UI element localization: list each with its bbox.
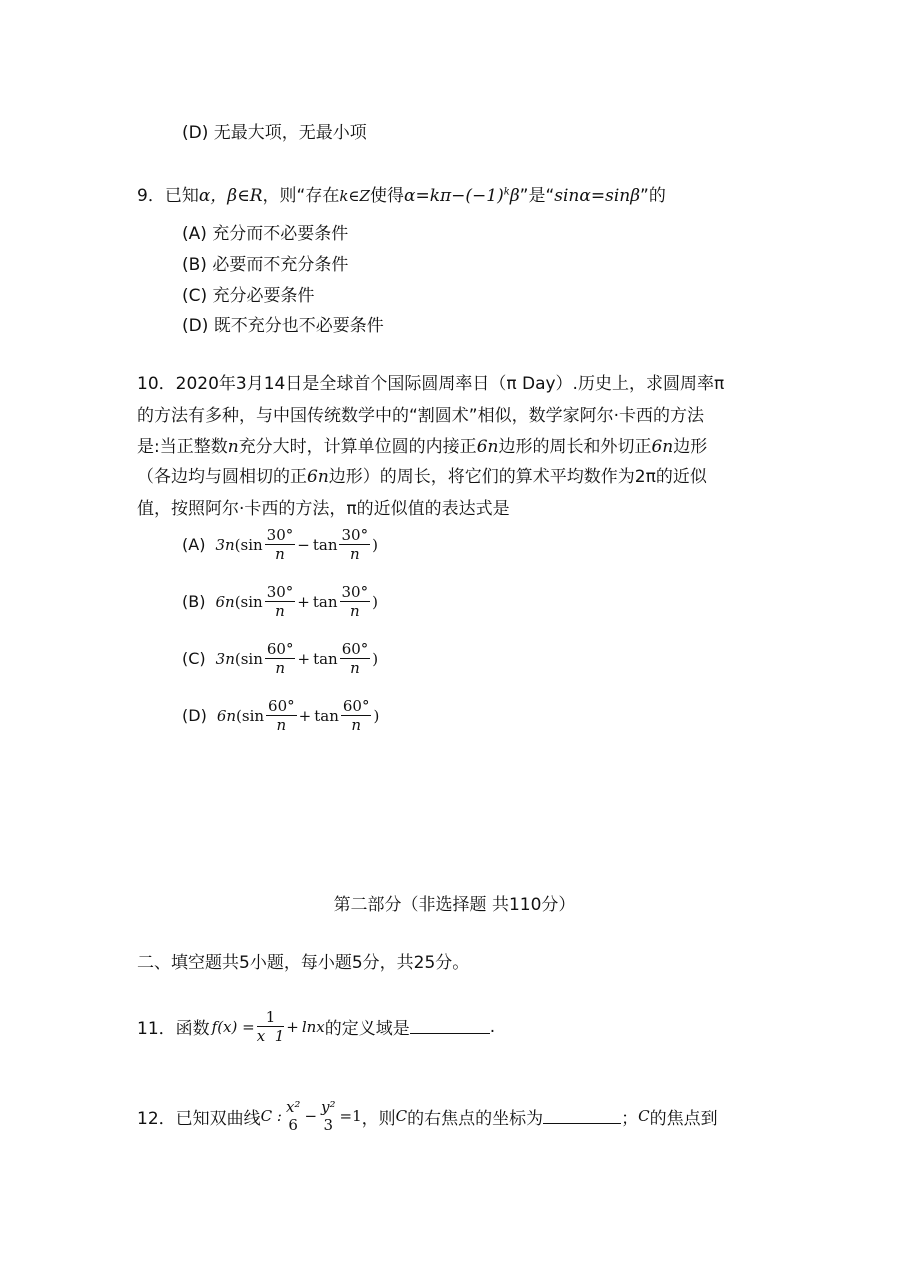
q10-l3-e: 6n <box>651 437 674 457</box>
q10-option-d-den2: n <box>351 716 361 734</box>
q10-option-c-den1: n <box>275 659 286 677</box>
q9-stem <box>137 181 666 206</box>
q11-answer-blank[interactable] <box>410 1019 490 1034</box>
q9-formula: α=kπ−(−1) <box>403 186 504 206</box>
section-fill-blank-heading: 二、填空题共5小题，每小题5分，共25分。 <box>137 953 470 973</box>
q10-l3-f: 边形 <box>673 437 708 457</box>
q10-option-b: (B) 6n ( sin $\frac{30^\circ}{n}$ + tan $\frac{30^\circ}{n}$ ) <box>182 583 378 620</box>
q9-suffix: ”的 <box>640 186 666 206</box>
q10-l3-a: 是:当正整数 <box>137 437 228 457</box>
q11-fx: f(x) = <box>211 1017 255 1036</box>
q10-option-a-den2: n <box>349 545 360 563</box>
q12-minus: − <box>304 1107 318 1125</box>
q10-line-4 <box>137 462 707 487</box>
q12-answer-blank-1[interactable] <box>543 1109 621 1124</box>
q10-option-d-den1: n <box>276 716 287 734</box>
q10-option-b-label: (B) <box>182 592 206 611</box>
q10-option-b-num1: 30° <box>266 583 294 601</box>
q12-suffix: 的焦点到 <box>649 1108 718 1129</box>
q9-vars: α，β∈R <box>198 186 263 206</box>
q10-option-b-num2: 30° <box>341 583 369 601</box>
q12-den2: 3 <box>323 1116 334 1134</box>
q11-den: x 1 <box>256 1027 285 1045</box>
q10-l3-n: n <box>227 437 239 457</box>
q9-mid2: 使得 <box>369 186 404 206</box>
q11-stem <box>137 1008 495 1045</box>
q12-num2: y² <box>321 1098 336 1116</box>
q10-option-b-coef: 6n <box>215 592 235 611</box>
q12-den1: 6 <box>288 1116 298 1134</box>
q11-end: . <box>489 1016 496 1037</box>
q9-option-a: (A) 充分而不必要条件 <box>182 224 349 244</box>
q10-option-d-num1: 60° <box>268 697 295 715</box>
q10-option-c-num1: 60° <box>266 640 294 658</box>
q12-c2: C <box>638 1107 650 1125</box>
q10-option-c-op: + <box>297 649 311 668</box>
q10-option-c: (C) 3n ( sin $\frac{60^\circ}{n}$ + tan $\frac{60^\circ}{n}$ ) <box>182 640 379 677</box>
q10-option-c-den2: n <box>350 659 360 677</box>
q12-mid2: 的右焦点的坐标为 <box>407 1108 544 1129</box>
q10-option-a-num2: 30° <box>341 526 369 544</box>
q11-num: 1 <box>257 1008 285 1027</box>
q11-lnx: lnx <box>301 1017 325 1036</box>
q10-option-a-den1: n <box>275 545 285 563</box>
q9-formula-exp: k <box>503 186 510 198</box>
q10-option-c-label: (C) <box>182 649 206 668</box>
q10-option-b-sin: sin <box>240 592 263 611</box>
q10-option-b-tan: tan <box>312 592 338 611</box>
q10-option-d-sin: sin <box>241 706 265 725</box>
q10-l4-c: 边形）的周长，将它们的算术平均数作为2π的近似 <box>328 467 707 487</box>
q11-plus: + <box>286 1017 299 1036</box>
q10-line-2: 的方法有多种，与中国传统数学中的“割圆术”相似，数学家阿尔·卡西的方法 <box>137 406 705 426</box>
q10-option-a-coef: 3n <box>215 535 235 554</box>
q10-option-a-tan: tan <box>312 535 338 554</box>
q10-l3-d: 边形的周长和外切正 <box>498 437 652 457</box>
q9-formula-tail: β <box>509 186 520 206</box>
q10-option-a-label: (A) <box>182 535 206 554</box>
q9-prefix: 9．已知 <box>137 186 199 206</box>
q9-option-b: (B) 必要而不充分条件 <box>182 255 349 275</box>
q12-stem <box>137 1098 718 1134</box>
q10-option-c-sin: sin <box>240 649 263 668</box>
part2-title: 第二部分（非选择题 共110分） <box>333 895 576 915</box>
q9-mid1: ，则“存在 <box>262 186 340 206</box>
q10-option-d-num2: 60° <box>342 697 370 715</box>
q12-c1: C <box>395 1107 408 1125</box>
q10-l3-b: 充分大时，计算单位圆的内接正 <box>238 437 477 457</box>
q12-mid: ，则 <box>361 1108 396 1129</box>
q10-option-d: (D) 6n ( sin $\frac{60^\circ}{n}$ + tan $\frac{60^\circ}{n}$ ) <box>182 697 380 734</box>
q10-option-d-op: + <box>298 706 312 725</box>
q10-option-c-coef: 3n <box>215 649 235 668</box>
q10-option-d-tan: tan <box>314 706 339 725</box>
q10-option-b-op: + <box>297 592 310 611</box>
q10-line-3 <box>137 432 707 457</box>
q8-option-d: (D) 无最大项，无最小项 <box>182 123 367 143</box>
q10-option-b-den2: n <box>349 602 360 620</box>
q9-kz: k∈Z <box>339 187 370 205</box>
q10-option-c-tan: tan <box>313 649 338 668</box>
q10-option-b-den1: n <box>275 602 285 620</box>
q10-l4-a: （各边均与圆相切的正 <box>137 467 307 487</box>
q11-prefix: 11．函数 <box>137 1019 210 1039</box>
q9-mid3: ”是“ <box>519 186 555 206</box>
q10-option-d-label: (D) <box>182 706 207 725</box>
q10-line-5: 值，按照阿尔·卡西的方法，π的近似值的表达式是 <box>137 499 510 519</box>
q10-option-a-num1: 30° <box>266 526 294 544</box>
q10-line-1: 10．2020年3月14日是全球首个国际圆周率日（π Day）.历史上，求圆周率π <box>137 374 725 394</box>
q9-condition: sinα=sinβ <box>554 186 641 206</box>
q10-l3-c: 6n <box>476 437 499 457</box>
q12-prefix: 12．已知双曲线 <box>137 1108 261 1129</box>
q9-option-d: (D) 既不充分也不必要条件 <box>182 316 384 336</box>
q10-l4-b: 6n <box>307 467 329 487</box>
q12-eq: =1 <box>339 1107 362 1125</box>
q10-option-c-num2: 60° <box>341 640 369 658</box>
q12-sep: ； <box>621 1108 639 1129</box>
q9-option-c: (C) 充分必要条件 <box>182 286 315 306</box>
q11-suffix: 的定义域是 <box>324 1019 410 1039</box>
q12-curve: C : <box>260 1107 282 1125</box>
q12-num1: x² <box>285 1098 301 1116</box>
q10-option-a-sin: sin <box>240 535 263 554</box>
q10-option-a-op: − <box>297 535 310 554</box>
q10-option-d-coef: 6n <box>216 706 237 725</box>
q10-option-a: (A) 3n ( sin $\frac{30^\circ}{n}$ − tan $\frac{30^\circ}{n}$ ) <box>182 526 378 563</box>
